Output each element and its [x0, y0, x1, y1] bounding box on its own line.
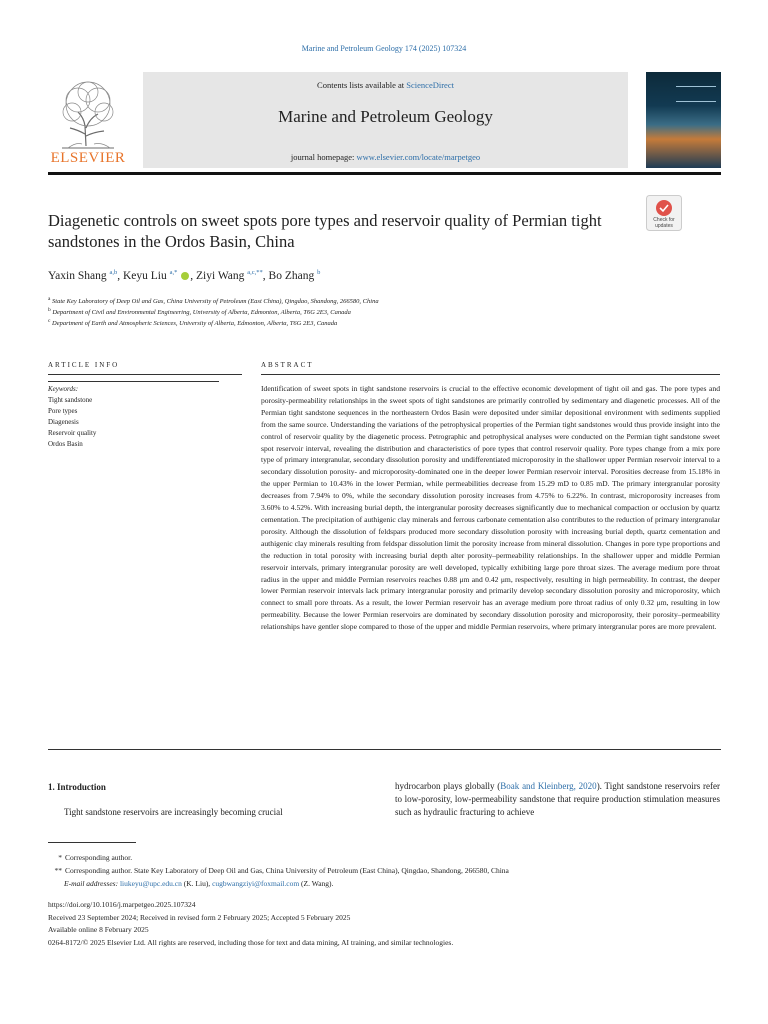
- homepage-prefix: journal homepage:: [290, 152, 357, 162]
- author-separator: ,: [117, 269, 123, 282]
- author-separator: ,: [262, 269, 269, 282]
- footnote-corresponding: [52, 853, 132, 862]
- copyright-line: 0264-8172/© 2025 Elsevier Ltd. All rights are reserved, including those for text and data mining, AI training, and similar technologies.: [48, 938, 454, 947]
- check-for-updates-badge[interactable]: [646, 195, 682, 231]
- doi-link[interactable]: https://doi.org/10.1016/j.marpetgeo.2025.107324: [48, 900, 196, 909]
- affiliation-text: Department of Earth and Atmospheric Sciences, University of Alberta, Edmonton, Alberta, T6G 2E3, Canada: [52, 320, 338, 328]
- email-label: E-mail addresses:: [64, 879, 119, 888]
- email-link[interactable]: liukeyu@upc.edu.cn: [119, 879, 182, 888]
- keyword: Diagenesis: [48, 418, 79, 426]
- orcid-icon[interactable]: [181, 272, 189, 280]
- author-name[interactable]: Yaxin Shang: [48, 269, 107, 282]
- intro-text: ). Tight sandstone reservoirs refer to low-porosity, low-permeability sandstone that require production stimulation measures such as hydraulic fracturing to achieve: [395, 781, 720, 818]
- divider: [261, 374, 720, 375]
- journal-cover-thumbnail[interactable]: [646, 72, 721, 168]
- contents-prefix: Contents lists available at: [317, 80, 407, 90]
- author-name[interactable]: Bo Zhang: [268, 269, 315, 282]
- affiliation-mark: c: [48, 318, 51, 324]
- divider: [48, 749, 721, 750]
- affiliation-text: State Key Laboratory of Deep Oil and Gas, China University of Petroleum (East China), Qingdao, Shandong, 266580, China: [52, 298, 379, 306]
- abstract-heading: ABSTRACT: [261, 361, 314, 369]
- journal-citation-link[interactable]: Marine and Petroleum Geology 174 (2025) 107324: [301, 44, 467, 53]
- article-info-heading: ARTICLE INFO: [48, 361, 120, 369]
- keyword: Pore types: [48, 407, 78, 415]
- author-affil-mark[interactable]: a,c,**: [247, 269, 263, 276]
- masthead-rule: [48, 172, 721, 175]
- affiliation-c: [48, 318, 337, 327]
- contents-line: [143, 80, 628, 90]
- author-name[interactable]: Keyu Liu: [122, 269, 167, 282]
- homepage-line: [143, 152, 628, 162]
- introduction-heading: 1. Introduction: [48, 782, 106, 792]
- intro-text: hydrocarbon plays globally (: [395, 781, 501, 791]
- sciencedirect-link[interactable]: ScienceDirect: [406, 80, 454, 90]
- keyword: Tight sandstone: [48, 396, 93, 404]
- affiliation-mark: b: [48, 307, 51, 313]
- paper-title: Diagenetic controls on sweet spots pore types and reservoir quality of Permian tight sandstones in the Ordos Basin, China: [48, 211, 602, 251]
- footnote-rule: [48, 842, 136, 843]
- affiliation-b: [48, 307, 351, 316]
- divider: [48, 374, 242, 375]
- abstract-body: Identification of sweet spots in tight sandstone reservoirs is crucial to the effective economic development of tight oil and gas. The pore types and porosity-permeability relationships in the sweet spots of tight sandstones are primarily controlled by sedimentary and diagenetic processes. All of the Permian tight sandstone sequences in the northeastern Ordos Basin were deposited under similar depositional environment with sediments supplied from the same source. Understanding the variations of the petrophysical properties of the Permian tight sandstones would thus provide insight into the control of reservoir quality by the diagenetic process. Petrographic and petrophysical analyses were conducted on the Permian tight sandstone sweet spot reservoir interval, revealing the distribution and characteristics of pore types that control reservoir quality. Pore types change from a mix pore type of primary intergranular, secondary dissolution porosity and undifferentiated microporosity in the shallower upper Permian reservoir interval to a secondary dissolution porosity- and microporosity-dominated one in the deeper lower Permian reservoir interval. Porosities decrease from 15.18% in the upper Permian to 10.43% in the lower Permian, while permeabilities decrease from 15.29 mD to 0.85 mD. The primary intergranular porosity decreases from 7.94% to 0%, while the secondary dissolution porosity increases from 4.75% to 6.22%. In contrast, microporosity increases from 3.60% to 4.52%. With increasing burial depth, the intergranular porosity decreases significantly due to mechanical compaction or occlusion by quartz cementation. The precipitation of authigenic clay minerals and ferrous carbonate cementation also contributes to the reduction of primary intergranular porosity. Although the dissolution of feldspars produced more secondary dissolution porosity with increasing burial depth, quartz cementation and authigenic clay minerals resulting from feldspar dissolution limit the porosity increase from mineral dissolution. Changes in pore type proportions and the reduction in total porosity with increasing burial depth alter porosity–permeability relationships. In the shallower upper and middle Permian reservoir intervals, primary intergranular porosity are well developed, typically exhibiting large pore throat sizes. The average medium pore throat radius in the upper and middle Permian reservoirs reaches 0.88 μm and 0.42 μm, respectively, resulting in high permeability. In contrast, the deeper lower Permian reservoir intervals lack primary intergranular porosity and primarily develop secondary dissolution porosity and microporosity, which connect to small pore throats. As a result, the lower Permian reservoir has an average medium pore throat radius of only 0.32 μm, resulting in low permeability. Because the lower Permian reservoirs are dominated by secondary dissolution porosity and microporosity, their porosity–permeability relationships have gentler slope compared to those of the upper and middle Permian reservoirs, where primary intergranular pores are more prevalent.: [261, 384, 720, 632]
- journal-homepage-link[interactable]: www.elsevier.com/locate/marpetgeo: [356, 152, 481, 162]
- author-affil-mark[interactable]: b: [317, 269, 321, 276]
- journal-title: Marine and Petroleum Geology: [278, 107, 493, 126]
- footnote-corresponding-2: [52, 866, 509, 875]
- email-owner: (Z. Wang).: [299, 879, 334, 888]
- footnote-emails: [64, 879, 333, 888]
- affiliation-a: [48, 296, 379, 305]
- footnote-text: Corresponding author.: [65, 853, 133, 862]
- keywords-label: Keywords:: [48, 385, 79, 393]
- email-link[interactable]: cugbwangziyi@foxmail.com: [212, 879, 300, 888]
- footnote-mark: **: [54, 866, 62, 875]
- received-dates: Received 23 September 2024; Received in revised form 2 February 2025; Accepted 5 February 2025: [48, 913, 351, 922]
- author-name[interactable]: Ziyi Wang: [196, 269, 245, 282]
- affiliation-mark: a: [48, 296, 51, 302]
- author-affil-mark[interactable]: a,b: [109, 269, 118, 276]
- introduction-paragraph-left: Tight sandstone reservoirs are increasingly becoming crucial: [64, 807, 283, 817]
- email-owner: (K. Liu),: [181, 879, 213, 888]
- divider: [48, 381, 219, 382]
- author-affil-mark[interactable]: a,*: [169, 269, 178, 276]
- available-online: Available online 8 February 2025: [48, 925, 149, 934]
- elsevier-wordmark: ELSEVIER: [50, 150, 126, 166]
- keyword: Ordos Basin: [48, 440, 83, 448]
- check-updates-label: Check for updates: [653, 217, 675, 229]
- author-list: [48, 269, 320, 282]
- footnote-mark: *: [58, 853, 62, 862]
- footnote-text: Corresponding author. State Key Laboratory of Deep Oil and Gas, China University of Petroleum (East China), Qingdao, Shandong, 266580, China: [65, 866, 509, 875]
- keywords-block: [48, 384, 96, 450]
- keyword: Reservoir quality: [48, 429, 97, 437]
- affiliation-text: Department of Civil and Environmental Engineering, University of Alberta, Edmonton, Alberta, T6G 2E3, Canada: [52, 309, 351, 317]
- author-separator: ,: [190, 269, 196, 282]
- introduction-paragraph-right: [395, 780, 720, 820]
- citation-link[interactable]: Boak and Kleinberg, 2020: [500, 781, 597, 791]
